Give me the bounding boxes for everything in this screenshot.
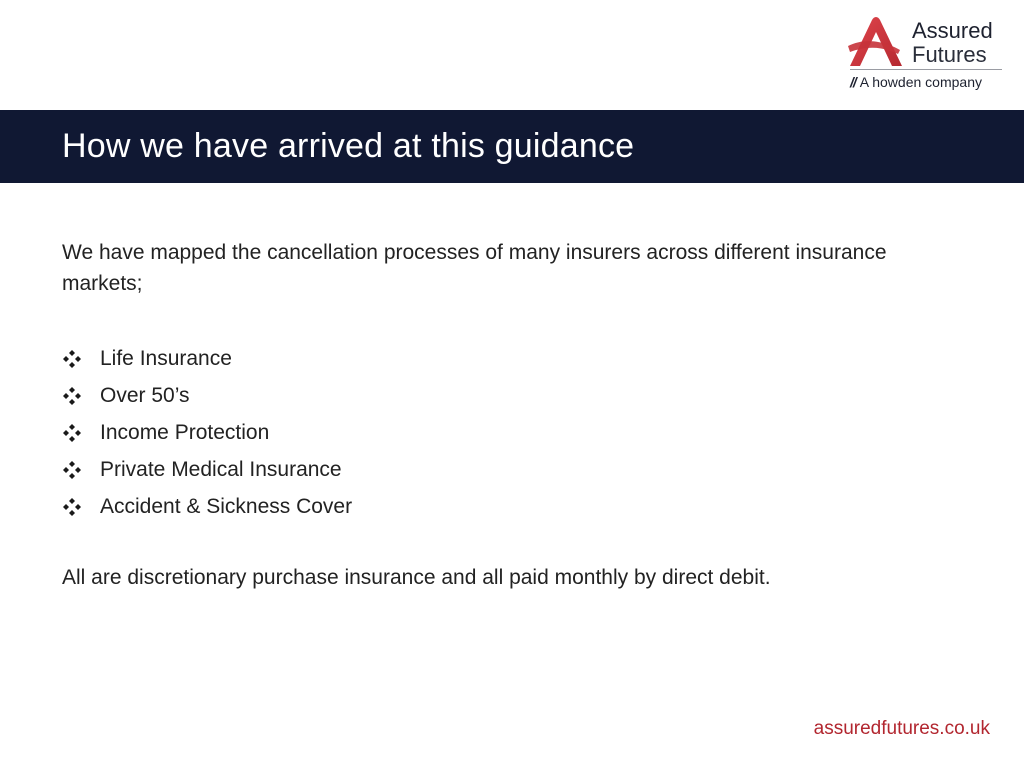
insurance-market-list — [62, 340, 352, 525]
summary-paragraph: All are discretionary purchase insurance and all paid monthly by direct debit. — [62, 566, 771, 589]
list-item-label: Private Medical Insurance — [100, 457, 342, 481]
page-title: How we have arrived at this guidance — [62, 127, 635, 165]
list-item-label: Life Insurance — [100, 346, 232, 370]
diamond-quad-bullet-icon — [62, 386, 100, 406]
list-item-label: Over 50’s — [100, 383, 190, 407]
list-item-label: Income Protection — [100, 420, 270, 444]
diamond-quad-bullet-icon — [62, 349, 100, 369]
logo-brand-line2: Futures — [912, 42, 987, 67]
company-logo — [846, 14, 1006, 94]
howden-slash-mark: // — [850, 74, 856, 90]
logo-tagline-text: A howden company — [859, 74, 982, 90]
diamond-quad-bullet-icon — [62, 423, 100, 443]
title-bar — [0, 110, 1024, 183]
assured-futures-a-logo-icon — [846, 16, 904, 68]
diamond-quad-bullet-icon — [62, 497, 100, 517]
logo-tagline — [850, 74, 982, 90]
list-item — [62, 377, 352, 414]
list-item — [62, 340, 352, 377]
logo-divider — [850, 69, 1002, 70]
diamond-quad-bullet-icon — [62, 460, 100, 480]
logo-brand-line1: Assured — [912, 18, 993, 43]
intro-paragraph: We have mapped the cancellation processes of many insurers across different insurance markets; — [62, 241, 887, 295]
list-item — [62, 488, 352, 525]
list-item-label: Accident & Sickness Cover — [100, 494, 353, 518]
website-link[interactable]: assuredfutures.co.uk — [813, 718, 990, 739]
list-item — [62, 414, 352, 451]
list-item — [62, 451, 352, 488]
